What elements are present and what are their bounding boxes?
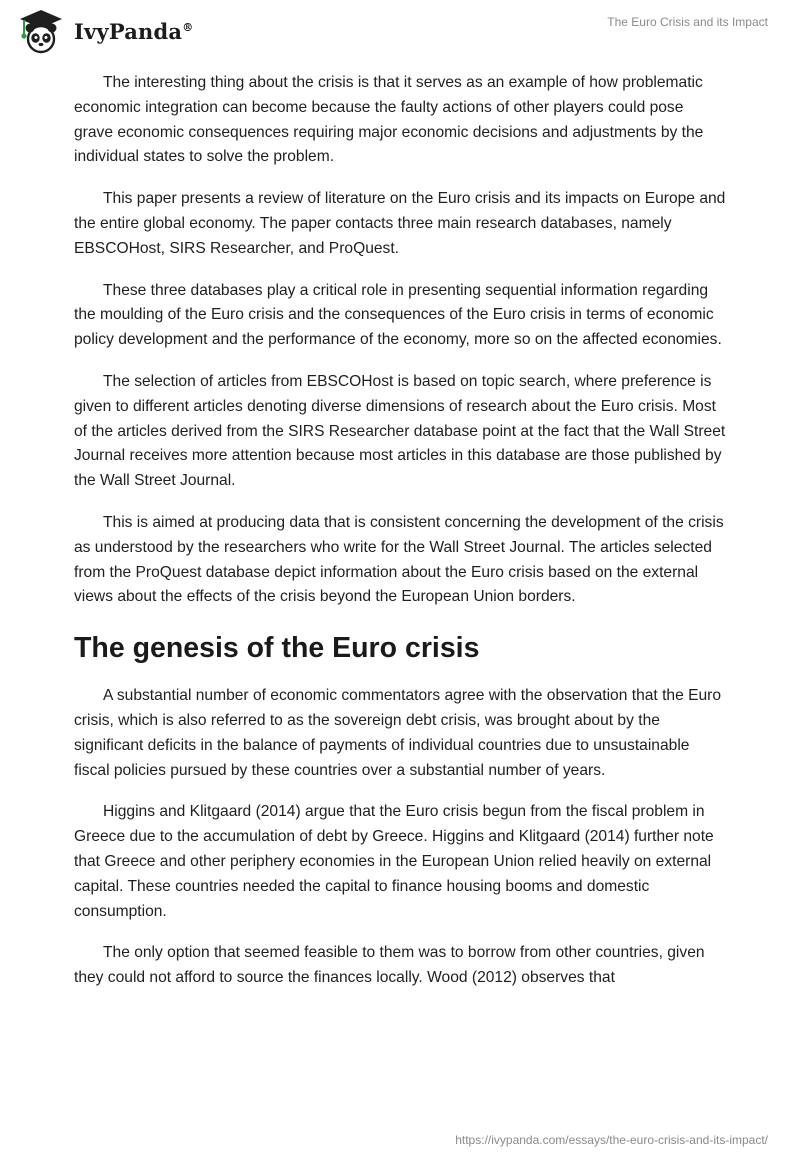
paragraph: This is aimed at producing data that is consistent concerning the development of the crisis as understood by the researchers who write for the Wall Street Journal. The articles selected from the ProQuest database depict information about the Euro crisis based on the external views about the effects of the crisis beyond the European Union borders. bbox=[74, 513, 724, 606]
panda-graduate-icon bbox=[16, 8, 66, 54]
ivypanda-logo[interactable] bbox=[16, 8, 193, 54]
section-heading: The genesis of the Euro crisis bbox=[74, 632, 480, 665]
page-header bbox=[0, 0, 800, 60]
paragraph: The only option that seemed feasible to them was to borrow from other countries, given they could not afford to source the finances locally. Wood (2012) observes that bbox=[74, 944, 705, 987]
paragraph: This paper presents a review of literature on the Euro crisis and its impacts on Europe and the entire global economy. The paper contacts three main research databases, namely EBSCOHost, SIRS Researcher, and ProQuest. bbox=[74, 190, 726, 257]
paragraph: These three databases play a critical role in presenting sequential information regarding the moulding of the Euro crisis and the consequences of the Euro crisis in terms of economic policy development and the performance of the economy, more so on the affected economies. bbox=[74, 281, 722, 349]
document-title: The Euro Crisis and its Impact bbox=[607, 15, 768, 29]
paragraph: A substantial number of economic commentators agree with the observation that the Euro crisis, which is also referred to as the sovereign debt crisis, was brought about by the significant deficits in the balance of payments of individual countries due to unsustainable fiscal policies pursued by these countries over a substantial number of years. bbox=[74, 687, 722, 779]
paragraph: The interesting thing about the crisis is that it serves as an example of how problematic economic integration can become because the faulty actions of other players could pose grave economic consequences requiring major economic decisions and adjustments by the individual states to solve the problem. bbox=[74, 74, 704, 166]
source-url[interactable]: https://ivypanda.com/essays/the-euro-crisis-and-its-impact/ bbox=[455, 1133, 768, 1147]
essay-body bbox=[74, 71, 726, 1008]
paragraph: Higgins and Klitgaard (2014) argue that the Euro crisis begun from the fiscal problem in Greece due to the accumulation of debt by Greece. Higgins and Klitgaard (2014) further note that Greece and other periphery economies in the European Union relied heavily on external capital. These countries needed the capital to finance housing booms and domestic consumption. bbox=[74, 803, 714, 920]
paragraph: The selection of articles from EBSCOHost is based on topic search, where preference is given to different articles denoting diverse dimensions of research about the Euro crisis. Most of the articles derived from the SIRS Researcher database point at the fact that the Wall Street Journal receives more attention because most articles in this database are those published by the Wall Street Journal. bbox=[74, 372, 726, 490]
brand-name: IvyPanda® bbox=[74, 18, 194, 44]
